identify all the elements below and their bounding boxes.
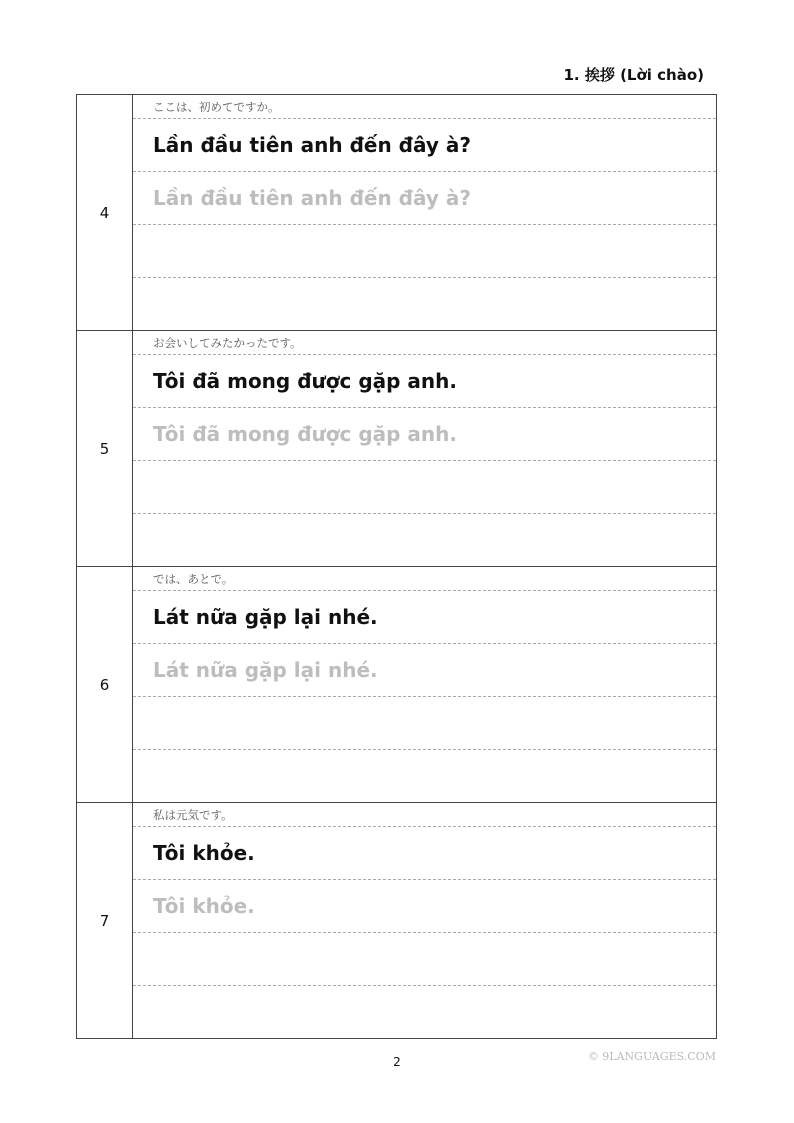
japanese-text: 私は元気です。 (133, 803, 716, 827)
trace-text: Tôi khỏe. (133, 880, 716, 933)
trace-text: Lần đầu tiên anh đến đây à? (133, 172, 716, 225)
blank-writing-line (133, 225, 716, 278)
entry-lines (133, 331, 716, 566)
watermark: © 9LANGUAGES.COM (587, 1050, 716, 1063)
trace-text: Tôi đã mong được gặp anh. (133, 408, 716, 461)
trace-text: Lát nữa gặp lại nhé. (133, 644, 716, 697)
blank-writing-line (133, 697, 716, 750)
entry-block (76, 803, 717, 1039)
entry-block (76, 95, 717, 331)
blank-writing-line (133, 461, 716, 514)
vietnamese-text: Lần đầu tiên anh đến đây à? (133, 119, 716, 172)
japanese-text: お会いしてみたかったです。 (133, 331, 716, 355)
entry-number: 6 (77, 567, 133, 802)
entry-number: 5 (77, 331, 133, 566)
entry-number: 7 (77, 803, 133, 1038)
japanese-text: では、あとで。 (133, 567, 716, 591)
entry-number: 4 (77, 95, 133, 330)
page-number: 2 (393, 1055, 401, 1069)
vietnamese-text: Tôi đã mong được gặp anh. (133, 355, 716, 408)
blank-writing-line (133, 750, 716, 802)
vietnamese-text: Lát nữa gặp lại nhé. (133, 591, 716, 644)
practice-table (76, 94, 717, 1039)
entry-block (76, 567, 717, 803)
japanese-text: ここは、初めてですか。 (133, 95, 716, 119)
blank-writing-line (133, 933, 716, 986)
blank-writing-line (133, 278, 716, 330)
page-title: 1. 挨拶 (Lời chào) (563, 66, 704, 84)
entry-lines (133, 567, 716, 802)
entry-lines (133, 95, 716, 330)
blank-writing-line (133, 514, 716, 566)
entry-block (76, 331, 717, 567)
vietnamese-text: Tôi khỏe. (133, 827, 716, 880)
entry-lines (133, 803, 716, 1038)
blank-writing-line (133, 986, 716, 1038)
